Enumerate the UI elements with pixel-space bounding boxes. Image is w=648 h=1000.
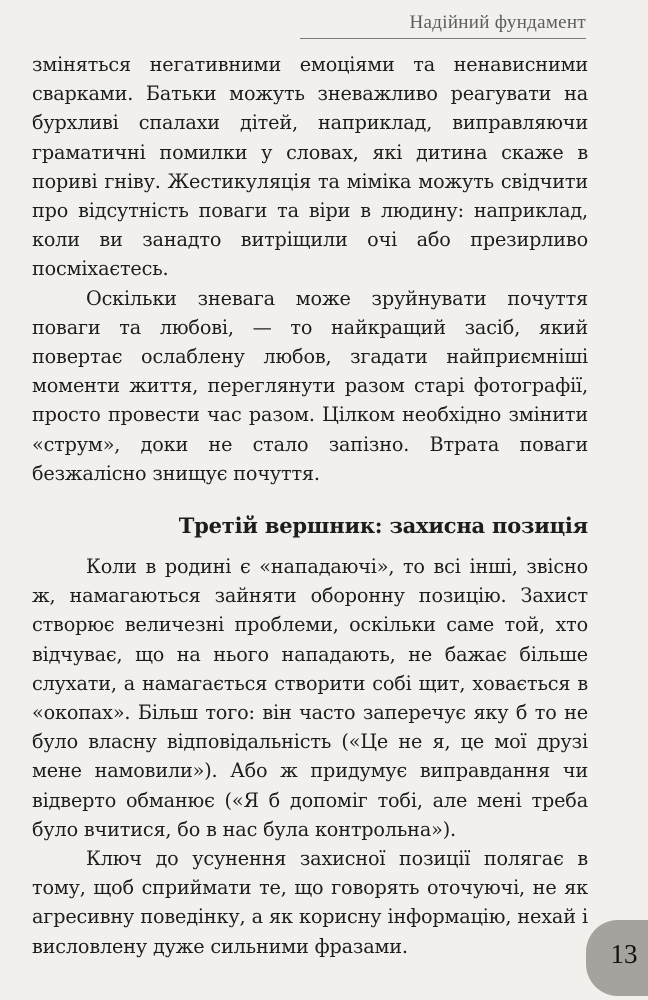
paragraph: зміняться негативними емоціями та ненависними сварками. Батьки можуть зневажливо реагувати на бурхливі спалахи дітей, наприклад, виправляючи граматичні помилки у словах, які дитина скаже в пориві гніву. Жестикуляція та міміка можуть свідчити про відсутність поваги та віри в людину: наприклад, коли ви занадто витріщили очі або презирливо посміхаєтесь.	[32, 53, 588, 281]
paragraph: Ключ до усунення захисної позиції полягає в тому, щоб сприймати те, що говорять оточуючі, не як агресивну поведінку, а як корисну інформацію, нехай і висловлену дуже сильними фразами.	[32, 847, 588, 958]
running-header: Надійний фундамент	[300, 12, 586, 39]
paragraph: Коли в родині є «нападаючі», то всі інші, звісно ж, намагаються зайняти оборонну позицію. Захист створює величезні проблеми, оскільки саме той, хто відчуває, що на нього нападають, не бажає більше слухати, а намагається створити собі щит, ховається в «окопах». Більш того: він часто заперечує яку б то не було власну відповідальність («Це не я, це мої друзі мене намовили»). Або ж придумує виправдання чи відверто обманює («Я б допоміг тобі, але мені треба було вчитися, бо в нас була контрольна»).	[32, 555, 588, 841]
page-body	[32, 50, 588, 961]
page-number: 13	[610, 939, 638, 969]
paragraph: Оскільки зневага може зруйнувати почуття поваги та любові, — то найкращий засіб, який повертає ослаблену любов, згадати найприємніші моменти життя, переглянути разом старі фотографії, просто провести час разом. Цілком необхідно змінити «струм», доки не стало запізно. Втрата поваги безжалісно знищує почуття.	[32, 286, 588, 485]
section-heading: Третій вершник: захисна позиція	[178, 513, 588, 539]
